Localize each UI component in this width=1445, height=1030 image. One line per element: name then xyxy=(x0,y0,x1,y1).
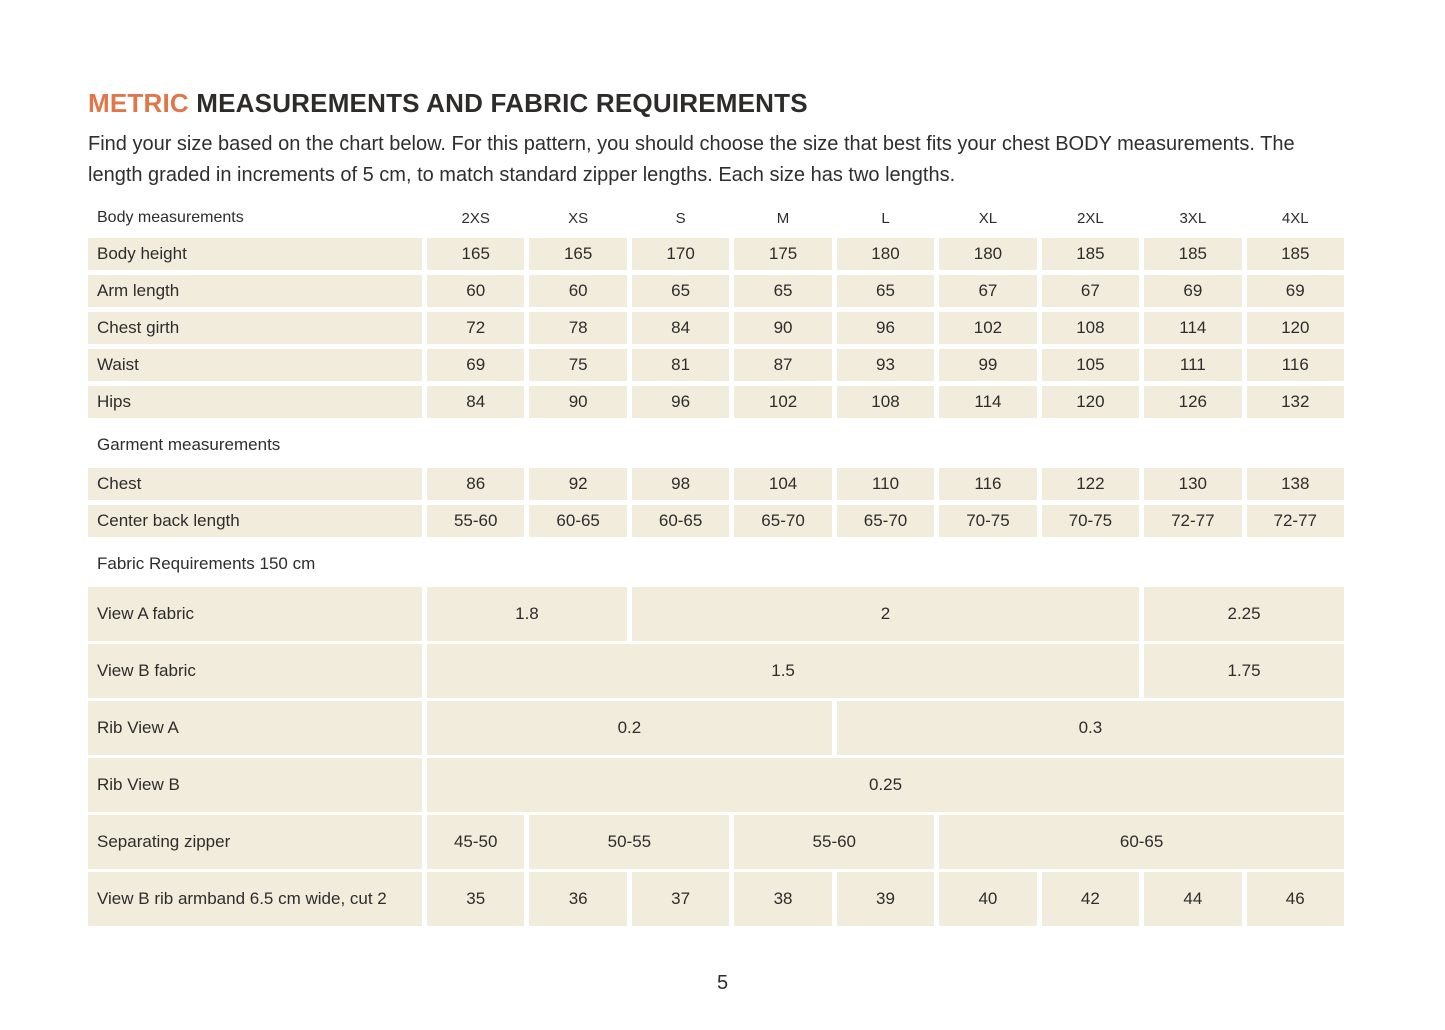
value-cell: 46 xyxy=(1247,872,1344,926)
value-cell: 99 xyxy=(939,349,1036,381)
value-cell: 39 xyxy=(837,872,934,926)
value-cell: 120 xyxy=(1042,386,1139,418)
value-cell: 110 xyxy=(837,468,934,500)
row-label: Separating zipper xyxy=(88,815,422,869)
value-cell: 104 xyxy=(734,468,831,500)
table-row xyxy=(88,587,1344,641)
table-row xyxy=(88,701,1344,755)
row-label: Rib View B xyxy=(88,758,422,812)
column-header-size-l: L xyxy=(881,209,890,227)
table-row xyxy=(88,644,1344,698)
value-cell: 1.8 xyxy=(427,587,627,641)
value-cell: 175 xyxy=(734,238,831,270)
value-cell: 90 xyxy=(529,386,626,418)
column-header-size-2xs: 2XS xyxy=(461,209,490,227)
value-cell: 35 xyxy=(427,872,524,926)
column-header-size-xs: XS xyxy=(568,209,589,227)
value-cell: 60-65 xyxy=(632,505,729,537)
value-cell: 50-55 xyxy=(529,815,729,869)
row-label: View B rib armband 6.5 cm wide, cut 2 xyxy=(88,872,422,926)
table-row xyxy=(88,505,1344,537)
value-cell: 96 xyxy=(632,386,729,418)
value-cell: 185 xyxy=(1144,238,1241,270)
value-cell: 38 xyxy=(734,872,831,926)
value-cell: 45-50 xyxy=(427,815,524,869)
value-cell: 1.75 xyxy=(1144,644,1344,698)
value-cell: 122 xyxy=(1042,468,1139,500)
value-cell: 84 xyxy=(427,386,524,418)
value-cell: 108 xyxy=(837,386,934,418)
value-cell: 42 xyxy=(1042,872,1139,926)
value-cell: 60 xyxy=(529,275,626,307)
value-cell: 69 xyxy=(1144,275,1241,307)
value-cell: 105 xyxy=(1042,349,1139,381)
value-cell: 93 xyxy=(837,349,934,381)
value-cell: 65 xyxy=(734,275,831,307)
value-cell: 170 xyxy=(632,238,729,270)
page-content xyxy=(88,88,1344,929)
table-row xyxy=(88,275,1344,307)
value-cell: 185 xyxy=(1247,238,1344,270)
row-label: Waist xyxy=(88,349,422,381)
value-cell: 78 xyxy=(529,312,626,344)
value-cell: 67 xyxy=(1042,275,1139,307)
table-row xyxy=(88,386,1344,418)
column-header-size-4xl: 4XL xyxy=(1281,209,1309,227)
value-cell: 84 xyxy=(632,312,729,344)
value-cell: 116 xyxy=(939,468,1036,500)
table-row xyxy=(88,349,1344,381)
value-cell: 114 xyxy=(1144,312,1241,344)
row-label: Chest xyxy=(88,468,422,500)
value-cell: 130 xyxy=(1144,468,1241,500)
value-cell: 60-65 xyxy=(529,505,626,537)
value-cell: 81 xyxy=(632,349,729,381)
value-cell: 96 xyxy=(837,312,934,344)
column-header-size-m: M xyxy=(776,209,790,227)
value-cell: 0.3 xyxy=(837,701,1344,755)
table-row xyxy=(88,815,1344,869)
value-cell: 98 xyxy=(632,468,729,500)
value-cell: 72-77 xyxy=(1144,505,1241,537)
value-cell: 70-75 xyxy=(939,505,1036,537)
page-number: 5 xyxy=(716,972,729,994)
row-label: Chest girth xyxy=(88,312,422,344)
section-label-fabric-requirements: Fabric Requirements 150 cm xyxy=(97,554,316,573)
value-cell: 75 xyxy=(529,349,626,381)
value-cell: 67 xyxy=(939,275,1036,307)
page-title xyxy=(88,88,1344,119)
value-cell: 37 xyxy=(632,872,729,926)
table-row xyxy=(88,312,1344,344)
fabric-requirements-rows xyxy=(88,587,1344,926)
row-label: View A fabric xyxy=(88,587,422,641)
value-cell: 165 xyxy=(529,238,626,270)
body-measurements-rows xyxy=(88,238,1344,418)
row-label: Hips xyxy=(88,386,422,418)
value-cell: 60 xyxy=(427,275,524,307)
value-cell: 180 xyxy=(939,238,1036,270)
table-header-row xyxy=(88,204,1344,232)
value-cell: 65-70 xyxy=(837,505,934,537)
value-cell: 36 xyxy=(529,872,626,926)
table-row xyxy=(88,872,1344,926)
value-cell: 0.25 xyxy=(427,758,1344,812)
section-label-garment-measurements: Garment measurements xyxy=(97,435,281,454)
value-cell: 55-60 xyxy=(427,505,524,537)
value-cell: 126 xyxy=(1144,386,1241,418)
value-cell: 92 xyxy=(529,468,626,500)
value-cell: 2 xyxy=(632,587,1139,641)
row-label: Arm length xyxy=(88,275,422,307)
row-label: Rib View A xyxy=(88,701,422,755)
value-cell: 102 xyxy=(939,312,1036,344)
value-cell: 65 xyxy=(632,275,729,307)
value-cell: 40 xyxy=(939,872,1036,926)
value-cell: 138 xyxy=(1247,468,1344,500)
row-label: View B fabric xyxy=(88,644,422,698)
value-cell: 116 xyxy=(1247,349,1344,381)
value-cell: 180 xyxy=(837,238,934,270)
value-cell: 120 xyxy=(1247,312,1344,344)
column-header-body-measurements: Body measurements xyxy=(97,209,244,226)
value-cell: 114 xyxy=(939,386,1036,418)
value-cell: 72-77 xyxy=(1247,505,1344,537)
value-cell: 69 xyxy=(1247,275,1344,307)
value-cell: 87 xyxy=(734,349,831,381)
column-header-size-3xl: 3XL xyxy=(1179,209,1207,227)
column-header-size-s: S xyxy=(675,209,686,227)
value-cell: 2.25 xyxy=(1144,587,1344,641)
value-cell: 108 xyxy=(1042,312,1139,344)
value-cell: 69 xyxy=(427,349,524,381)
column-header-size-xl: XL xyxy=(978,209,998,227)
value-cell: 60-65 xyxy=(939,815,1344,869)
column-header-size-2xl: 2XL xyxy=(1077,209,1104,227)
table-row xyxy=(88,238,1344,270)
table-row xyxy=(88,468,1344,500)
value-cell: 70-75 xyxy=(1042,505,1139,537)
value-cell: 65-70 xyxy=(734,505,831,537)
table-row xyxy=(88,758,1344,812)
value-cell: 55-60 xyxy=(734,815,934,869)
value-cell: 102 xyxy=(734,386,831,418)
value-cell: 90 xyxy=(734,312,831,344)
value-cell: 185 xyxy=(1042,238,1139,270)
value-cell: 72 xyxy=(427,312,524,344)
value-cell: 165 xyxy=(427,238,524,270)
value-cell: 111 xyxy=(1144,349,1241,381)
intro-text: Find your size based on the chart below. For this pattern, you should choose the size that best fits your chest BODY measurements. The length graded in increments of 5 cm, to match standard zipper lengths. Each size has two lengths. xyxy=(88,133,1295,186)
value-cell: 132 xyxy=(1247,386,1344,418)
value-cell: 1.5 xyxy=(427,644,1139,698)
value-cell: 86 xyxy=(427,468,524,500)
value-cell: 0.2 xyxy=(427,701,832,755)
garment-measurements-rows xyxy=(88,468,1344,537)
title-highlight: METRIC xyxy=(88,88,189,118)
value-cell: 65 xyxy=(837,275,934,307)
value-cell: 44 xyxy=(1144,872,1241,926)
row-label: Center back length xyxy=(88,505,422,537)
title-rest: MEASUREMENTS AND FABRIC REQUIREMENTS xyxy=(188,88,808,118)
row-label: Body height xyxy=(88,238,422,270)
